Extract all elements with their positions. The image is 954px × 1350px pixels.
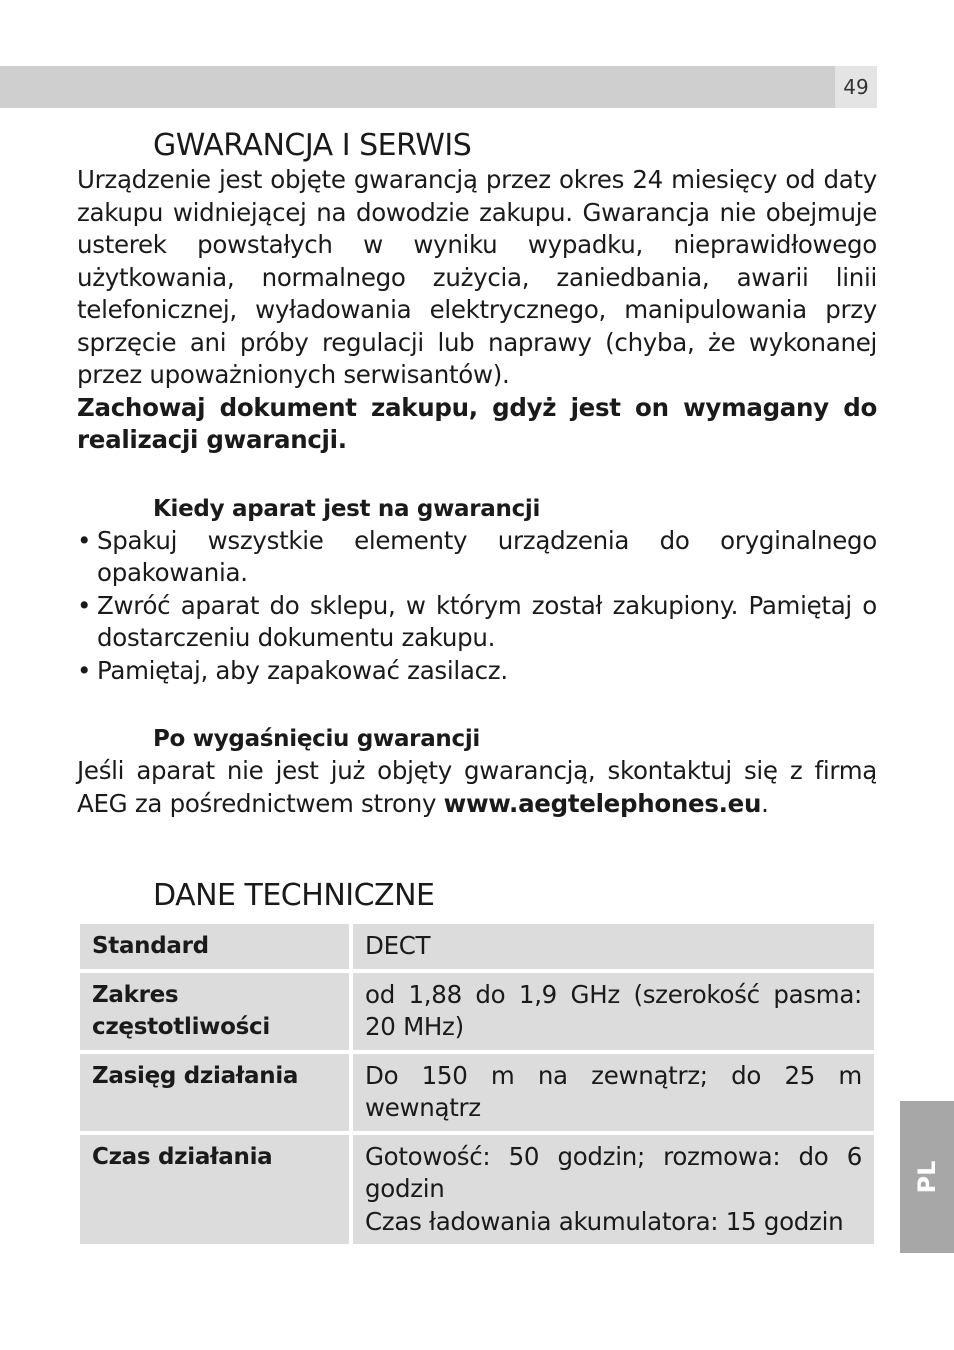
list-item: • Spakuj wszystkie elementy urządzenia do oryginalnego opakowania. <box>77 525 877 587</box>
bullet-icon: • <box>77 590 92 620</box>
after-warranty-text: Jeśli aparat nie jest już objęty gwarancją, skontaktuj się z firmą AEG za pośrednictwem strony www.aegtelephones.eu. <box>77 756 877 818</box>
page-content <box>77 128 877 1248</box>
page-number: 49 <box>835 66 877 108</box>
language-tab-label: PL <box>913 1160 941 1194</box>
after-warranty-heading: Po wygaśnięciu gwarancji <box>153 726 481 752</box>
specs-table <box>76 920 878 1248</box>
table-row <box>80 924 874 969</box>
bullet-icon: • <box>77 655 92 685</box>
spec-key: Zakres częstotliwości <box>80 973 349 1050</box>
in-warranty-heading: Kiedy aparat jest na gwarancji <box>153 495 541 522</box>
bullet-icon: • <box>77 525 92 555</box>
spec-key: Czas działania <box>80 1135 349 1245</box>
list-item: • Zwróć aparat do sklepu, w którym został zakupiony. Pamiętaj o dostarczeniu dokumentu zakupu. <box>77 590 877 652</box>
language-tab <box>900 1101 954 1253</box>
table-row <box>80 1135 874 1245</box>
website-link[interactable]: www.aegtelephones.eu <box>443 788 762 818</box>
in-warranty-list <box>77 525 877 688</box>
header-bar <box>0 66 835 108</box>
keep-receipt-note: Zachowaj dokument zakupu, gdyż jest on wymagany do realizacji gwarancji. <box>77 392 877 454</box>
list-item: • Pamiętaj, aby zapakować zasilacz. <box>77 655 877 688</box>
warranty-title: GWARANCJA I SERWIS <box>153 128 472 163</box>
warranty-intro: Urządzenie jest objęte gwarancją przez okres 24 miesięcy od daty zakupu widniejącej na dowodzie zakupu. Gwarancja nie obejmuje usterek powstałych w wyniku wypadku, nieprawidłowego użytkowania, normalnego zużycia, zaniedbania, awarii linii telefonicznej, wyładowania elektrycznego, manipulowania przy sprzęcie ani próby regulacji lub naprawy (chyba, że wykonanej przez upoważnionych serwisantów). <box>77 165 877 389</box>
table-row <box>80 1054 874 1131</box>
spec-key: Standard <box>80 924 349 969</box>
table-row <box>80 973 874 1050</box>
specs-title: DANE TECHNICZNE <box>153 878 435 913</box>
spec-value: Do 150 m na zewnątrz; do 25 m wewnątrz <box>353 1054 874 1131</box>
spec-value: od 1,88 do 1,9 GHz (szerokość pasma: 20 MHz) <box>353 973 874 1050</box>
spec-key: Zasięg działania <box>80 1054 349 1131</box>
spec-value: Gotowość: 50 godzin; rozmowa: do 6 godzin Czas ładowania akumulatora: 15 godzin <box>353 1135 874 1245</box>
spec-value: DECT <box>353 924 874 969</box>
